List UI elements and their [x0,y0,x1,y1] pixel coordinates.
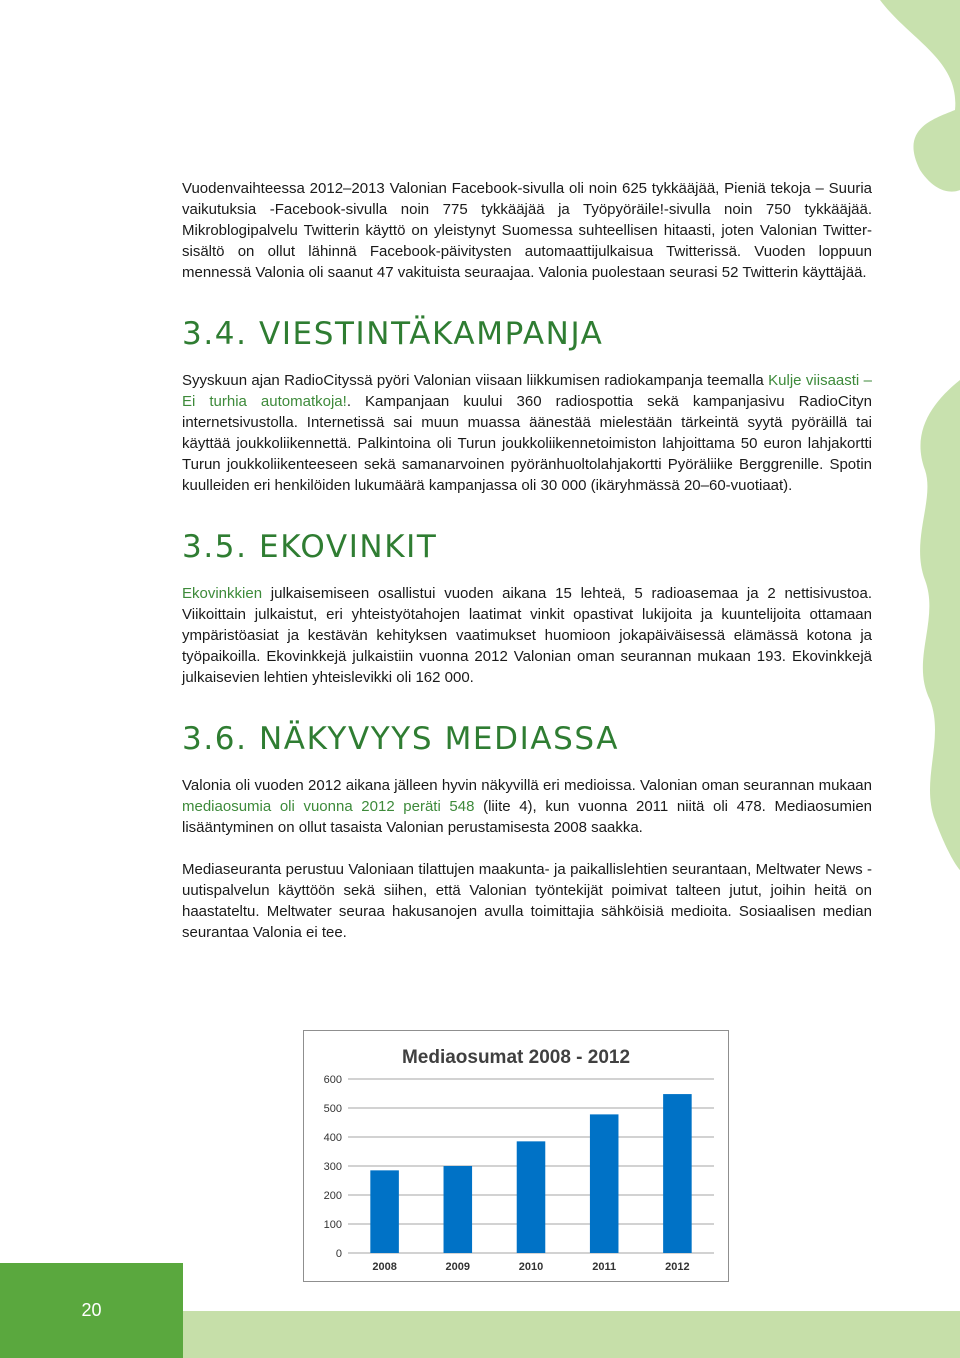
y-tick-label: 500 [323,1103,342,1115]
ekovinkit-text: julkaisemiseen osallistui vuoden aikana 15 lehteä, 5 radioasemaa ja 2 nettisivustoa. Viikoittain julkaistut, eri yhteistyötahojen laatimat vinkit opastivat lukijoita ja kuuntelijoita ottamaan ympäristöasiat ja kestävän kehityksen vaatimukset huomioon jokapäiväisessä elämässä kotona ja työpaikoilla. Ekovinkkejä julkaistiin vuonna 2012 Valonian oman seurannan mukaan 193. Ekovinkkejä julkaisevien lehtien yhteislevikki oli 162 000. [182,585,872,686]
media-paragraph-2: Mediaseuranta perustuu Valoniaan tilattujen maakunta- ja paikallislehtien seurantaan, Meltwater News -uutispalvelun käyttöön sekä siihen, että Valonian työntekijät poimivat talteen jutut, joihin heitä on haastateltu. Meltwater seuraa hakusanojen avulla toimittajia sähköisiä medioita. Sosiaalisen median seurantaa Valonia ei tee. [182,861,872,941]
page-content [182,178,872,943]
y-tick-label: 200 [323,1190,342,1202]
page-number: 20 [81,1300,102,1320]
campaign-text-end: . Kampanjaan kuului 360 radiospottia sekä kampanjasivu RadioCityn internetsivustolla. Internetissä sai muun muassa äänestää mielestään tärkeintä syytä pyöräillä tai käyttää joukkoliikennettä. Palkintoina oli Turun joukkoliikennetoimiston lahjoittama 50 euron lahjakortti Turun joukkoliikenteeseen sekä samanarvoinen pyöränhuoltolahjakortti Pyöräliike Berggrenille. Spotin kuulleiden eri henkilöiden lukumäärä kampanjassa oli 30 000 (ikäryhmässä 20–60-vuotiaat). [182,393,873,494]
section-heading-3-5: 3.5. EKOVINKIT [182,529,438,565]
campaign-paragraph [182,370,872,496]
media-text-end: (liite 4), kun vuonna 2011 niitä oli 478. Mediaosumien lisääntyminen on ollut tasaista Valonian perustamisesta 2008 saakka. [182,798,873,836]
media-paragraph-1 [182,775,872,838]
section-heading-3-4: 3.4. VIESTINTÄKAMPANJA [182,316,604,352]
x-tick-label: 2012 [665,1261,690,1273]
x-tick-label: 2011 [592,1261,617,1273]
campaign-text-start: Syyskuun ajan RadioCityssä pyöri Valonian viisaan liikkumisen radiokampanja teemalla [182,372,769,389]
bar [517,1141,546,1253]
ekovinkit-link[interactable]: Ekovinkkien [182,585,263,602]
y-tick-label: 400 [323,1132,342,1144]
footer-bar [183,1311,960,1358]
bar [663,1094,692,1253]
bar [370,1170,399,1253]
x-tick-label: 2009 [445,1261,471,1273]
y-tick-label: 0 [335,1248,342,1260]
x-tick-label: 2010 [518,1261,544,1273]
bar [444,1166,473,1253]
x-tick-label: 2008 [372,1261,397,1273]
leaf-shape-top [880,0,960,192]
y-tick-label: 300 [323,1161,342,1173]
chart-svg [304,1031,728,1281]
leaf-shape-lower [944,560,960,680]
y-tick-label: 600 [323,1074,342,1086]
y-tick-label: 100 [323,1219,342,1231]
intro-paragraph: Vuodenvaihteessa 2012–2013 Valonian Facebook-sivulla oli noin 625 tykkääjää, Pieniä tekoja – Suuria vaikutuksia -Facebook-sivulla noin 775 tykkääjää ja Työpyöräile!-sivulla noin 750 tykkääjää. Mikroblogipalvelu Twitterin käyttö on yleistynyt Suomessa suhteellisen hitaasti, joten Valonian Twitter-sisältö on ollut lähinnä Facebook-päivitysten automaattijulkaisua Twitterissä. Vuoden loppuun mennessä Valonia oli saanut 47 vakituista seuraajaa. Valonia puolestaan seurasi 52 Twitterin käyttäjää. [182,180,872,281]
media-hits-chart [303,1030,729,1282]
bar [590,1114,619,1253]
media-hits-link[interactable]: mediaosumia oli vuonna 2012 peräti 548 [182,798,475,815]
chart-title: Mediaosumat 2008 - 2012 [401,1047,631,1068]
media-text-start: Valonia oli vuoden 2012 aikana jälleen hyvin näkyvillä eri medioissa. Valonian oman seurannan mukaan [182,777,872,794]
ekovinkit-paragraph [182,583,872,688]
leaf-shape-mid [920,380,960,870]
campaign-link[interactable]: Kulje viisaasti – Ei turhia automatkoja! [182,372,872,410]
section-heading-3-6: 3.6. NÄKYVYYS MEDIASSA [182,721,620,757]
